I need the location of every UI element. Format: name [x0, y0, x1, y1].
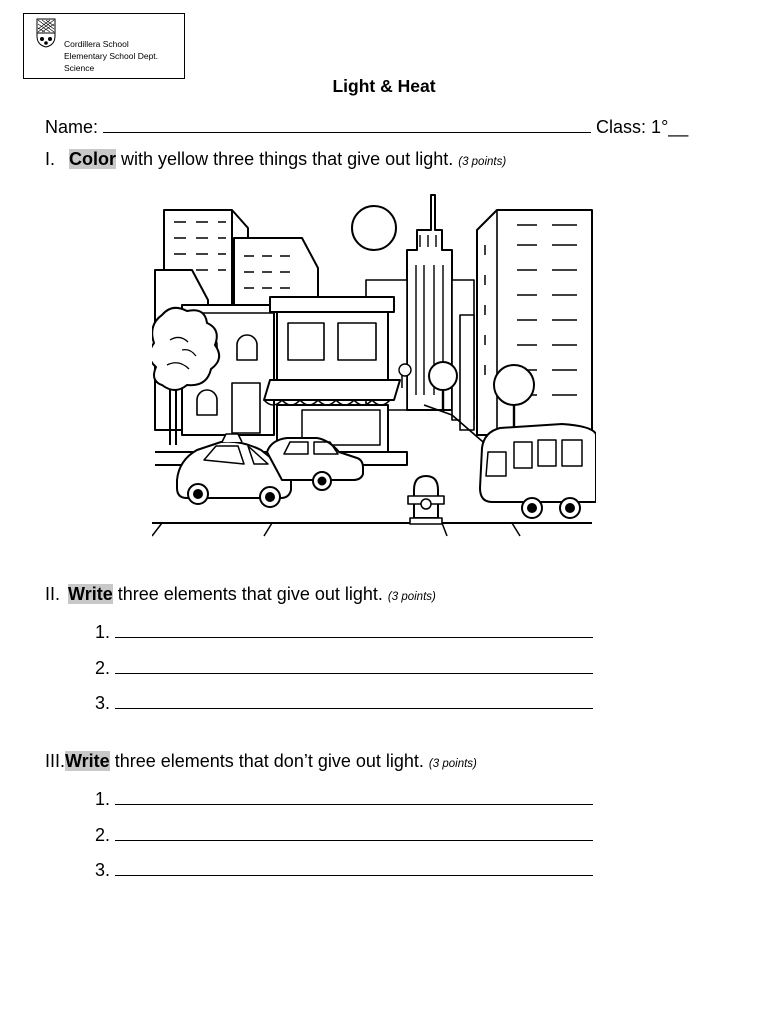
answer-field[interactable]: [115, 658, 593, 674]
question-1-keyword: Color: [69, 149, 117, 169]
name-label: Name:: [45, 117, 99, 137]
answer-line: [95, 860, 593, 881]
answer-number: 1.: [95, 622, 111, 642]
question-2-keyword: Write: [68, 584, 113, 604]
bus: [480, 424, 596, 518]
answer-number: 1.: [95, 789, 111, 809]
right-tall-building: [477, 210, 592, 435]
school-name-block: [64, 38, 158, 74]
question-1-text: with yellow three things that give out light.: [116, 149, 454, 169]
school-name: Cordillera School: [64, 39, 129, 49]
question-2-text: three elements that give out light.: [112, 584, 383, 604]
answer-field[interactable]: [115, 693, 593, 709]
answer-line: [95, 658, 593, 679]
school-subject: Science: [64, 63, 95, 73]
answer-line: [95, 789, 593, 810]
city-street-illustration[interactable]: [152, 190, 596, 540]
question-2-numeral: II.: [45, 584, 61, 604]
answer-field[interactable]: [115, 622, 593, 638]
question-3-keyword: Write: [65, 751, 110, 771]
question-2: [45, 584, 436, 605]
name-field[interactable]: [103, 117, 591, 133]
class-label: Class: 1°__: [596, 117, 689, 137]
school-department: Elementary School Dept.: [64, 51, 159, 61]
answer-line: [95, 825, 593, 846]
answer-field[interactable]: [115, 860, 593, 876]
answer-line: [95, 693, 593, 714]
sun: [352, 206, 396, 250]
answer-number: 3.: [95, 693, 111, 713]
question-3: [45, 751, 477, 772]
answer-line: [95, 622, 593, 643]
answer-field[interactable]: [115, 825, 593, 841]
answer-field[interactable]: [115, 789, 593, 805]
shop-building: [264, 297, 400, 452]
answer-number: 3.: [95, 860, 111, 880]
question-1-numeral: I.: [45, 149, 56, 169]
fire-hydrant: [408, 476, 444, 524]
school-header-box: [23, 13, 185, 79]
question-3-points: (3 points): [428, 758, 477, 770]
question-3-numeral: III.: [45, 751, 66, 771]
school-crest-icon: [36, 18, 56, 48]
question-1-points: (3 points): [458, 156, 507, 168]
page-title: Light & Heat: [332, 76, 436, 96]
answer-number: 2.: [95, 658, 111, 678]
answer-number: 2.: [95, 825, 111, 845]
question-3-text: three elements that don’t give out light.: [109, 751, 424, 771]
name-class-line: [45, 117, 688, 138]
question-1: [45, 149, 506, 170]
question-2-points: (3 points): [387, 591, 436, 603]
